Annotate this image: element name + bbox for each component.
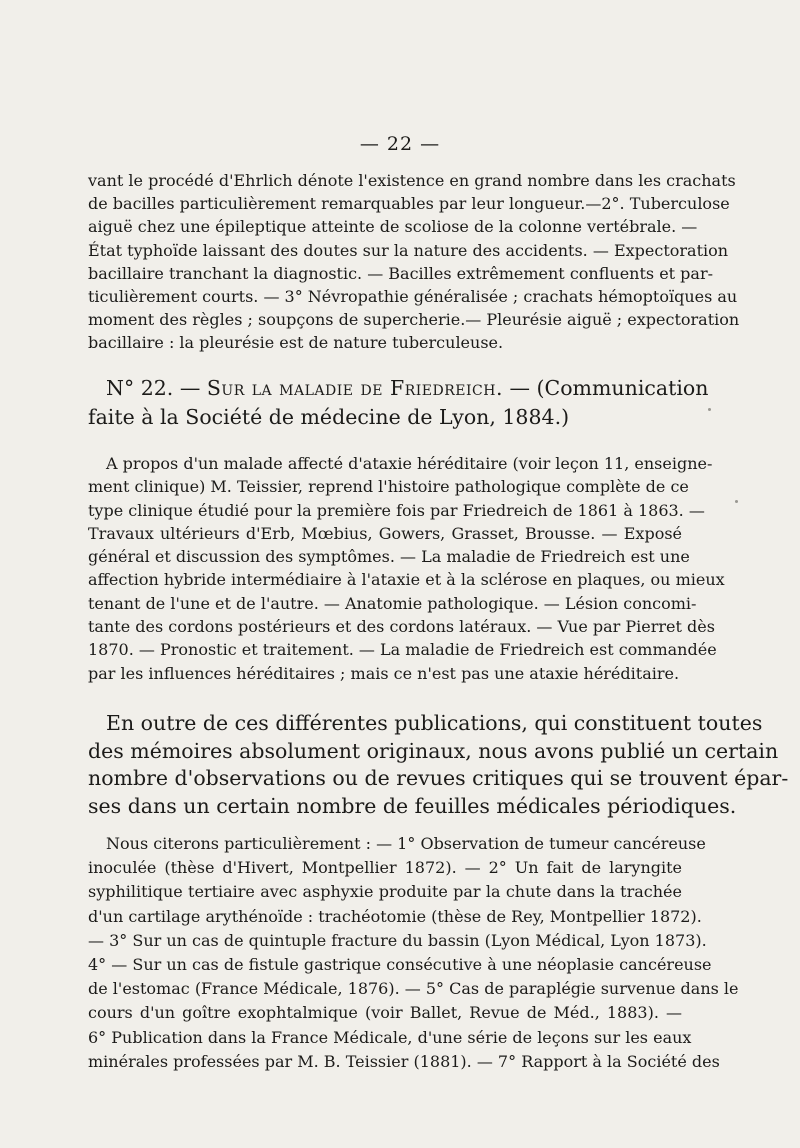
text-line: bacillaire tranchant la diagnostic. — Bacilles extrêmement confluents et par-: [88, 263, 714, 283]
text-line: 1870. — Pronostic et traitement. — La maladie de Friedreich est commandée: [88, 640, 717, 660]
scan-speck: [735, 500, 738, 503]
paragraph-citations: [88, 832, 739, 1074]
text-line: ment clinique) M. Teissier, reprend l'histoire pathologique complète de ce: [88, 477, 689, 497]
text-line: ses dans un certain nombre de feuilles médicales périodiques.: [88, 793, 737, 818]
text-line: aiguë chez une épileptique atteinte de scoliose de la colonne vertébrale. —: [88, 217, 698, 237]
heading-title: Sur la maladie de Friedreich.: [206, 376, 503, 400]
text-line: 4° — Sur un cas de fistule gastrique consécutive à une néoplasie cancéreuse: [88, 954, 712, 974]
text-line: 6° Publication dans la France Médicale, d'une série de leçons sur les eaux: [88, 1027, 692, 1047]
text-line: par les influences héréditaires ; mais ce n'est pas une ataxie héréditaire.: [88, 663, 680, 683]
text-line: inoculée (thèse d'Hivert, Montpellier 1872). — 2° Un fait de laryngite: [88, 858, 682, 878]
heading-title-rest: — (Communication: [509, 376, 709, 400]
text-line: Nous citerons particulièrement : — 1° Observation de tumeur cancéreuse: [106, 834, 706, 853]
text-line: moment des règles ; soupçons de supercherie.— Pleurésie aiguë ; expectoration: [88, 310, 740, 330]
text-line: de bacilles particulièrement remarquables par leur longueur.—2°. Tuberculose: [88, 194, 730, 214]
paragraph-other-publications: [88, 710, 789, 820]
text-line: d'un cartilage arythénoïde : trachéotomie (thèse de Rey, Montpellier 1872).: [88, 906, 702, 926]
text-line: vant le procédé d'Ehrlich dénote l'existence en grand nombre dans les crachats: [88, 171, 736, 190]
text-line: général et discussion des symptômes. — La maladie de Friedreich est une: [88, 547, 690, 567]
text-line: de l'estomac (France Médicale, 1876). — 5° Cas de paraplégie survenue dans le: [88, 979, 739, 999]
text-line: En outre de ces différentes publications, qui constituent toutes: [106, 711, 763, 735]
paragraph-friedreich-summary: [88, 452, 725, 685]
text-line: tante des cordons postérieurs et des cordons latéraux. — Vue par Pierret dès: [88, 617, 715, 637]
text-line: tenant de l'une et de l'autre. — Anatomie pathologique. — Lésion concomi-: [88, 593, 697, 613]
text-line: des mémoires absolument originaux, nous avons publié un certain: [88, 738, 779, 763]
text-line: — 3° Sur un cas de quintuple fracture du bassin (Lyon Médical, Lyon 1873).: [88, 930, 707, 950]
text-line: ticulièrement courts. — 3° Névropathie généralisée ; crachats hémoptoïques au: [88, 286, 738, 306]
text-line: nombre d'observations ou de revues critiques qui se trouvent épar-: [88, 766, 789, 790]
text-line: cours d'un goître exophtalmique (voir Ballet, Revue de Méd., 1883). —: [88, 1003, 682, 1023]
text-line: Travaux ultérieurs d'Erb, Mœbius, Gowers, Grasset, Brousse. — Exposé: [88, 523, 682, 543]
text-line: minérales professées par M. B. Teissier (1881). — 7° Rapport à la Société des: [88, 1051, 720, 1071]
page-number: — 22 —: [359, 133, 441, 155]
section-heading-friedreich: [88, 374, 709, 432]
text-line: syphilitique tertiaire avec asphyxie produite par la chute dans la trachée: [88, 882, 682, 902]
text-line: affection hybride intermédiaire à l'ataxie et à la sclérose en plaques, ou mieux: [88, 570, 725, 590]
heading-line-1: [88, 374, 709, 403]
text-line: type clinique étudié pour la première fois par Friedreich de 1861 à 1863. —: [88, 500, 705, 520]
text-line: État typhoïde laissant des doutes sur la nature des accidents. — Expectoration: [88, 240, 729, 260]
heading-number: N° 22. —: [106, 376, 201, 400]
heading-line-2: faite à la Société de médecine de Lyon, 1884.): [88, 405, 570, 429]
text-line: A propos d'un malade affecté d'ataxie héréditaire (voir leçon 11, enseigne-: [106, 454, 713, 473]
scan-speck: [708, 408, 711, 411]
paragraph-tuberculosis-cases: [88, 169, 740, 355]
text-line: bacillaire : la pleurésie est de nature tuberculeuse.: [88, 333, 504, 353]
